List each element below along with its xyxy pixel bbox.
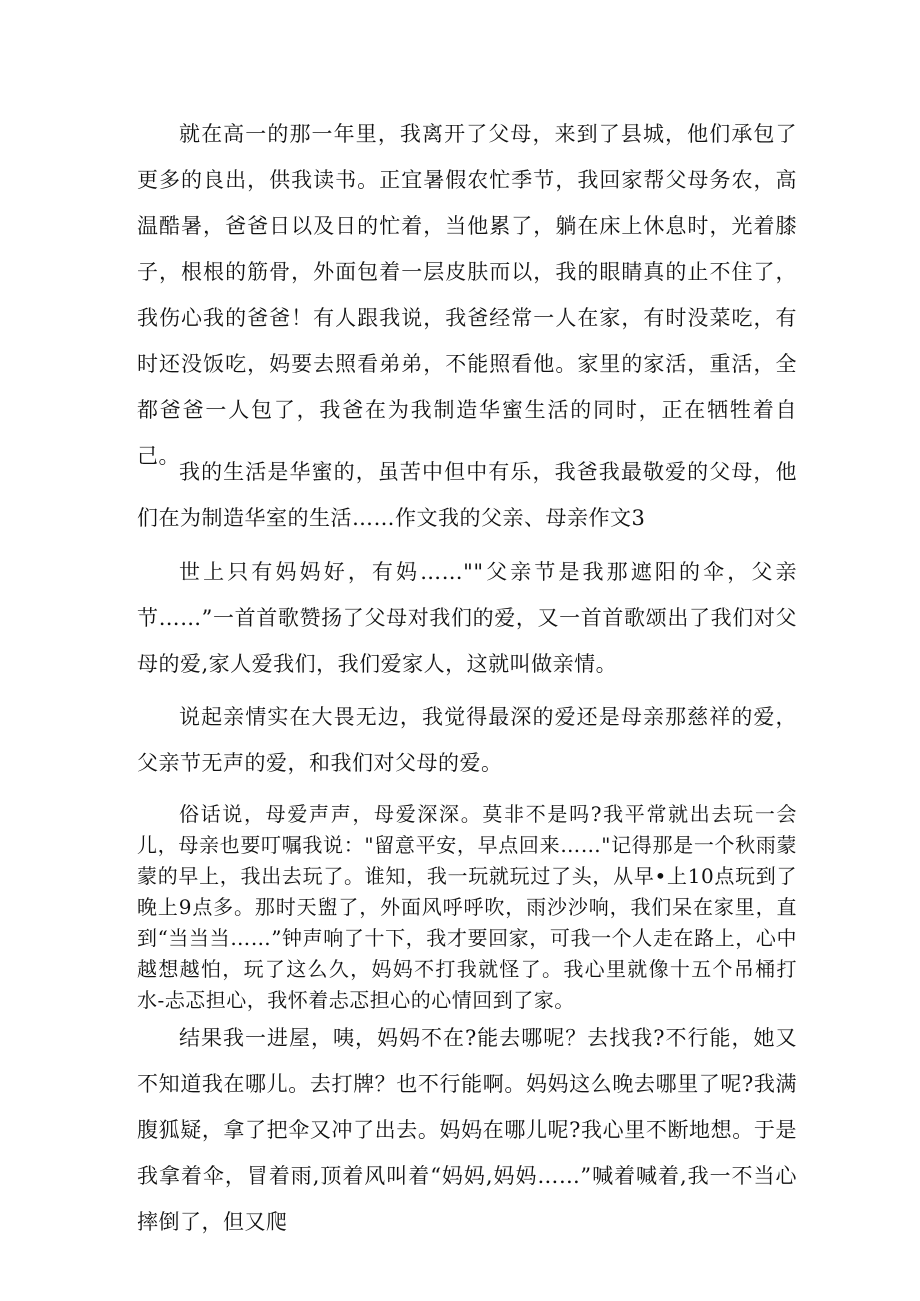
paragraph-2: 我的生活是华蜜的，虽苦中但中有乐，我爸我最敬爱的父母，他们在为制造华室的生活……作文我的父亲、母亲作文3 xyxy=(137,460,797,530)
paragraph-3: 世上只有妈妈好，有妈……""父亲节是我那遮阳的伞，父亲节……”一首首歌赞扬了父母对我们的爱，又一首首歌颂出了我们对父母的爱,家人爱我们，我们爱家人，这就叫做亲情。 xyxy=(137,560,797,676)
paragraph-1: 就在高一的那一年里，我离开了父母，来到了县城，他们承包了更多的良出，供我读书。正宜暑假农忙季节，我回家帮父母务农，高温酷暑，爸爸日以及日的忙着，当他累了，躺在床上休息时，光着膝子，根根的筋骨，外面包着一层皮肤而以，我的眼睛真的止不住了，我伤心我的爸爸！有人跟我说，我爸经常一人在家，有时没菜吃，有时还没饭吃，妈要去照看弟弟，不能照看他。家里的家活，重活，全都爸爸一人包了，我爸在为我制造华蜜生活的同时，正在牺牲着自己。 xyxy=(137,122,797,468)
paragraph-6: 结果我一进屋，咦，妈妈不在?能去哪呢？去找我?不行能，她又不知道我在哪儿。去打牌？也不行能啊。妈妈这么晚去哪里了呢?我满腹狐疑，拿了把伞又冲了出去。妈妈在哪儿呢?我心里不断地想。于是我拿着伞，冒着雨,顶着风叫着“妈妈,妈妈……”喊着喊着,我一不当心摔倒了，但又爬 xyxy=(137,1026,797,1234)
paragraph-4: 说起亲情实在大畏无边，我觉得最深的爱还是母亲那慈祥的爱，父亲节无声的爱，和我们对父母的爱。 xyxy=(137,705,797,775)
paragraph-5: 俗话说，母爱声声，母爱深深。莫非不是吗?我平常就出去玩一会儿，母亲也要叮嘱我说："留意平安，早点回来……"记得那是一个秋雨蒙蒙的早上，我出去玩了。谁知，我一玩就玩过了头，从早•上10点玩到了晚上9点多。那时天盥了，外面风呼呼吹，雨沙沙响，我们呆在家里，直到“当当当……”钟声响了十下，我才要回家，可我一个人走在路上，心中越想越怕，玩了这么久，妈妈不打我就怪了。我心里就像十五个吊桶打水-忐忑担心，我怀着忐忑担心的心情回到了家。 xyxy=(137,802,797,1012)
